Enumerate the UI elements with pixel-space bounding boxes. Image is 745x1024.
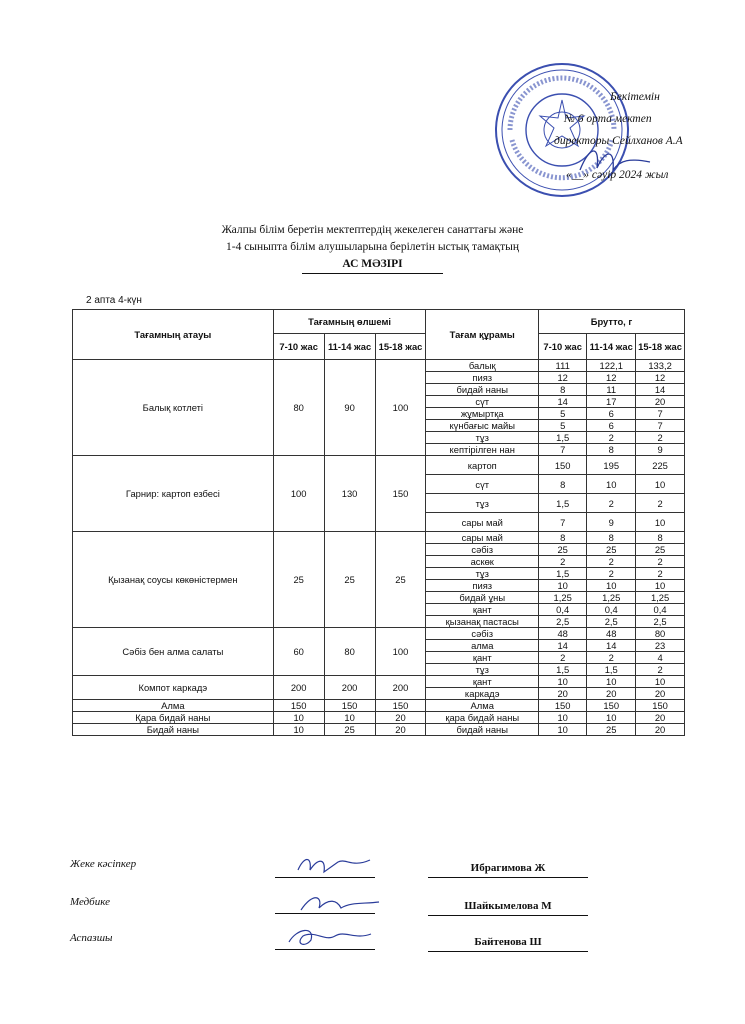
role-entrepreneur: Жеке кәсіпкер [70, 858, 137, 870]
brutto-cell: 25 [587, 544, 636, 556]
table-row [73, 360, 685, 372]
title-line-2: 1-4 сыныпта білім алушыларына берілетін ыстық тамақтың [225, 241, 520, 253]
ingredient-name: күнбағыс майы [426, 420, 539, 432]
ingredient-name: тұз [426, 494, 539, 513]
brutto-cell: 2 [636, 494, 685, 513]
brutto-cell: 0,4 [539, 604, 587, 616]
brutto-cell: 8 [539, 384, 587, 396]
brutto-cell: 48 [587, 628, 636, 640]
ingredient-name: Алма [426, 700, 539, 712]
header-ingredients: Тағам құрамы [426, 310, 539, 360]
menu-table-body [73, 360, 685, 736]
ingredient-name: қант [426, 676, 539, 688]
portion-cell: 100 [273, 456, 324, 532]
dish-name: Сәбіз бен алма салаты [73, 628, 274, 676]
menu-table [72, 309, 685, 736]
ingredient-name: сүт [426, 475, 539, 494]
brutto-cell: 10 [636, 513, 685, 532]
ingredient-name: сары май [426, 532, 539, 544]
brutto-cell: 1,25 [539, 592, 587, 604]
brutto-cell: 150 [587, 700, 636, 712]
brutto-cell: 10 [539, 724, 587, 736]
ingredient-name: сүт [426, 396, 539, 408]
brutto-cell: 2 [636, 568, 685, 580]
brutto-cell: 20 [636, 688, 685, 700]
approval-block [554, 86, 740, 186]
dish-name: Компот каркадэ [73, 676, 274, 700]
brutto-cell: 2 [539, 556, 587, 568]
brutto-cell: 6 [587, 420, 636, 432]
brutto-cell: 8 [587, 444, 636, 456]
brutto-cell: 10 [539, 676, 587, 688]
brutto-cell: 11 [587, 384, 636, 396]
ingredient-name: қара бидай наны [426, 712, 539, 724]
brutto-cell: 10 [587, 676, 636, 688]
brutto-cell: 1,25 [636, 592, 685, 604]
brutto-cell: 150 [636, 700, 685, 712]
brutto-cell: 2 [587, 432, 636, 444]
header-age-15-18: 15-18 жас [375, 334, 426, 360]
portion-cell: 100 [375, 628, 426, 676]
brutto-cell: 195 [587, 456, 636, 475]
brutto-cell: 20 [539, 688, 587, 700]
brutto-cell: 10 [587, 580, 636, 592]
title-line-1: Жалпы білім беретін мектептердің жекелеген санаттағы және [221, 224, 524, 236]
brutto-cell: 8 [587, 532, 636, 544]
portion-cell: 10 [273, 712, 324, 724]
name-entrepreneur: Ибрагимова Ж [428, 862, 588, 878]
ingredient-name: бидай наны [426, 384, 539, 396]
portion-cell: 90 [324, 360, 375, 456]
approval-line-3: директоры Сейлханов А.А [554, 135, 683, 147]
portion-cell: 25 [273, 532, 324, 628]
brutto-cell: 20 [636, 724, 685, 736]
approval-line-1: Бекітемін [610, 91, 660, 103]
header-portion: Тағамның өлшемі [273, 310, 426, 334]
brutto-cell: 10 [636, 580, 685, 592]
brutto-cell: 1,5 [587, 664, 636, 676]
brutto-cell: 14 [587, 640, 636, 652]
table-row [73, 700, 685, 712]
brutto-cell: 25 [636, 544, 685, 556]
brutto-cell: 2 [587, 556, 636, 568]
ingredient-name: каркадэ [426, 688, 539, 700]
brutto-cell: 8 [539, 475, 587, 494]
brutto-cell: 2,5 [636, 616, 685, 628]
dish-name: Қызанақ соусы көкөністермен [73, 532, 274, 628]
table-row [73, 724, 685, 736]
ingredient-name: тұз [426, 664, 539, 676]
header-brutto-7-10: 7-10 жас [539, 334, 587, 360]
brutto-cell: 1,5 [539, 494, 587, 513]
brutto-cell: 8 [539, 532, 587, 544]
brutto-cell: 150 [539, 700, 587, 712]
table-row [73, 456, 685, 475]
brutto-cell: 9 [587, 513, 636, 532]
brutto-cell: 14 [539, 396, 587, 408]
ingredient-name: жұмыртқа [426, 408, 539, 420]
dish-name: Алма [73, 700, 274, 712]
brutto-cell: 111 [539, 360, 587, 372]
portion-cell: 200 [273, 676, 324, 700]
brutto-cell: 20 [587, 688, 636, 700]
brutto-cell: 2 [636, 664, 685, 676]
ingredient-name: кептірілген нан [426, 444, 539, 456]
brutto-cell: 10 [587, 475, 636, 494]
header-age-7-10: 7-10 жас [273, 334, 324, 360]
brutto-cell: 1,25 [587, 592, 636, 604]
portion-cell: 25 [324, 724, 375, 736]
document-title [0, 222, 745, 274]
portion-cell: 100 [375, 360, 426, 456]
title-menu: АС МӘЗІРІ [302, 256, 442, 274]
brutto-cell: 9 [636, 444, 685, 456]
brutto-cell: 133,2 [636, 360, 685, 372]
brutto-cell: 20 [636, 396, 685, 408]
ingredient-name: тұз [426, 432, 539, 444]
brutto-cell: 150 [539, 456, 587, 475]
portion-cell: 80 [273, 360, 324, 456]
approval-date: «__» сәуір 2024 жыл [566, 169, 669, 181]
brutto-cell: 1,5 [539, 664, 587, 676]
day-label: 2 апта 4-күн [86, 295, 142, 306]
brutto-cell: 10 [636, 676, 685, 688]
ingredient-name: қант [426, 652, 539, 664]
table-row [73, 628, 685, 640]
dish-name: Балық котлеті [73, 360, 274, 456]
portion-cell: 200 [324, 676, 375, 700]
brutto-cell: 12 [587, 372, 636, 384]
brutto-cell: 7 [539, 444, 587, 456]
portion-cell: 150 [375, 700, 426, 712]
portion-cell: 60 [273, 628, 324, 676]
ingredient-name: алма [426, 640, 539, 652]
brutto-cell: 5 [539, 420, 587, 432]
portion-cell: 25 [375, 532, 426, 628]
portion-cell: 25 [324, 532, 375, 628]
approval-line-2: № 6 орта мектеп [564, 113, 652, 125]
brutto-cell: 7 [636, 420, 685, 432]
role-nurse: Медбике [70, 896, 110, 908]
dish-name: Бидай наны [73, 724, 274, 736]
table-row [73, 532, 685, 544]
portion-cell: 10 [273, 724, 324, 736]
portion-cell: 20 [375, 724, 426, 736]
ingredient-name: бидай наны [426, 724, 539, 736]
brutto-cell: 20 [636, 712, 685, 724]
ingredient-name: қызанақ пастасы [426, 616, 539, 628]
portion-cell: 10 [324, 712, 375, 724]
ingredient-name: бидай ұны [426, 592, 539, 604]
brutto-cell: 2 [587, 652, 636, 664]
brutto-cell: 2 [636, 432, 685, 444]
entrepreneur-signature [290, 850, 380, 878]
dish-name: Қара бидай наны [73, 712, 274, 724]
role-cook: Аспазшы [70, 932, 113, 944]
ingredient-name: пияз [426, 372, 539, 384]
name-nurse: Шайкымелова М [428, 900, 588, 916]
table-row [73, 712, 685, 724]
brutto-cell: 0,4 [636, 604, 685, 616]
brutto-cell: 8 [636, 532, 685, 544]
portion-cell: 150 [273, 700, 324, 712]
brutto-cell: 48 [539, 628, 587, 640]
brutto-cell: 25 [539, 544, 587, 556]
brutto-cell: 2 [587, 494, 636, 513]
table-row [73, 676, 685, 688]
dish-name: Гарнир: картоп езбесі [73, 456, 274, 532]
brutto-cell: 2 [587, 568, 636, 580]
portion-cell: 150 [324, 700, 375, 712]
brutto-cell: 10 [587, 712, 636, 724]
brutto-cell: 1,5 [539, 432, 587, 444]
header-brutto: Брутто, г [539, 310, 685, 334]
brutto-cell: 14 [636, 384, 685, 396]
brutto-cell: 2,5 [587, 616, 636, 628]
brutto-cell: 25 [587, 724, 636, 736]
brutto-cell: 10 [539, 712, 587, 724]
header-dish: Тағамның атауы [73, 310, 274, 360]
ingredient-name: аскөк [426, 556, 539, 568]
brutto-cell: 225 [636, 456, 685, 475]
brutto-cell: 7 [636, 408, 685, 420]
name-cook: Байтенова Ш [428, 936, 588, 952]
brutto-cell: 12 [636, 372, 685, 384]
brutto-cell: 122,1 [587, 360, 636, 372]
nurse-signature [295, 888, 385, 916]
header-brutto-15-18: 15-18 жас [636, 334, 685, 360]
brutto-cell: 1,5 [539, 568, 587, 580]
brutto-cell: 6 [587, 408, 636, 420]
brutto-cell: 12 [539, 372, 587, 384]
ingredient-name: картоп [426, 456, 539, 475]
header-age-11-14: 11-14 жас [324, 334, 375, 360]
brutto-cell: 2 [636, 556, 685, 568]
ingredient-name: сары май [426, 513, 539, 532]
portion-cell: 130 [324, 456, 375, 532]
ingredient-name: пияз [426, 580, 539, 592]
portion-cell: 200 [375, 676, 426, 700]
header-brutto-11-14: 11-14 жас [587, 334, 636, 360]
portion-cell: 20 [375, 712, 426, 724]
brutto-cell: 23 [636, 640, 685, 652]
brutto-cell: 80 [636, 628, 685, 640]
brutto-cell: 4 [636, 652, 685, 664]
brutto-cell: 5 [539, 408, 587, 420]
ingredient-name: сәбіз [426, 544, 539, 556]
ingredient-name: сәбіз [426, 628, 539, 640]
ingredient-name: балық [426, 360, 539, 372]
brutto-cell: 10 [539, 580, 587, 592]
brutto-cell: 7 [539, 513, 587, 532]
brutto-cell: 0,4 [587, 604, 636, 616]
portion-cell: 150 [375, 456, 426, 532]
brutto-cell: 2,5 [539, 616, 587, 628]
ingredient-name: қант [426, 604, 539, 616]
brutto-cell: 10 [636, 475, 685, 494]
ingredient-name: тұз [426, 568, 539, 580]
brutto-cell: 14 [539, 640, 587, 652]
cook-signature [285, 922, 375, 950]
portion-cell: 80 [324, 628, 375, 676]
brutto-cell: 17 [587, 396, 636, 408]
brutto-cell: 2 [539, 652, 587, 664]
